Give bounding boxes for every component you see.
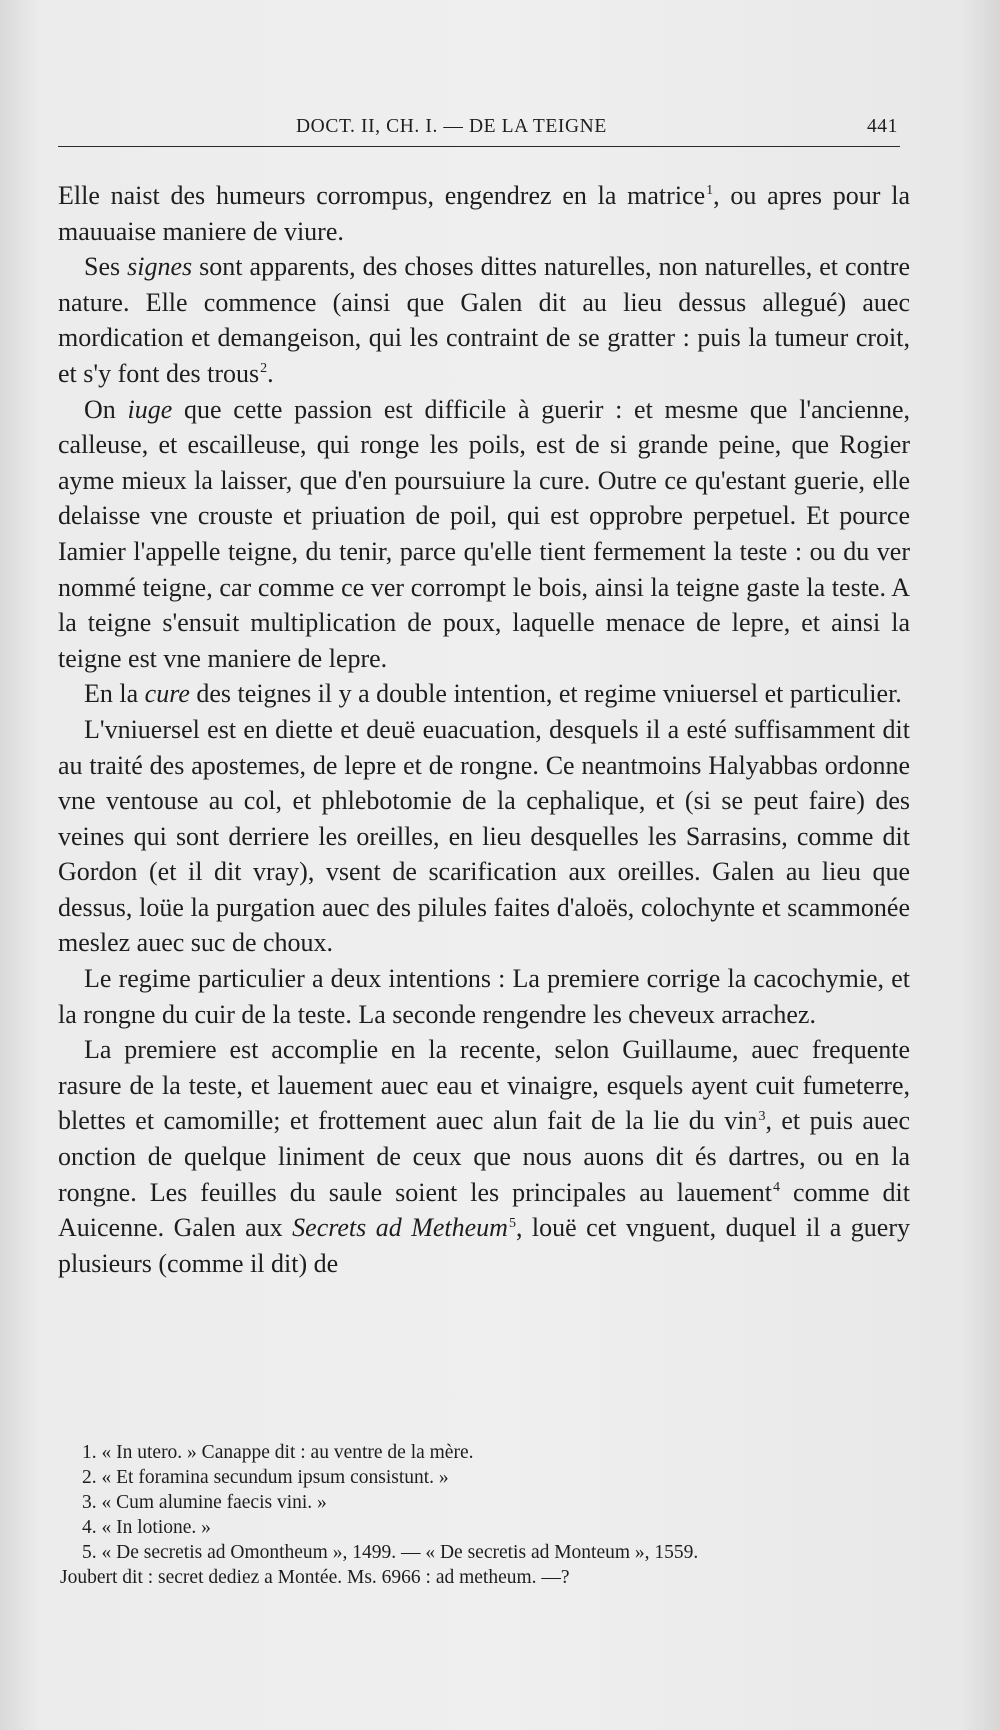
- footnote-2: 2. « Et foramina secundum ipsum consistunt. »: [82, 1467, 449, 1488]
- paragraph-1: [58, 178, 910, 249]
- footnote-3: 3. « Cum alumine faecis vini. »: [82, 1492, 327, 1513]
- running-header: [58, 110, 900, 147]
- paragraph-5: L'vniuersel est en diette et deuë euacuation, desquels il a esté suffisamment dit au traité des apostemes, de lepre et de rongne. Ce neantmoins Halyabbas ordonne vne ventouse au col, et phlebotomie de la cephalique, et (si se peut faire) des veines qui sont derriere les oreilles, en lieu desquelles les Sarrasins, comme dit Gordon (et il dit vray), vsent de scarification aux oreilles. Galen au lieu que dessus, loüe la purgation auec des pilules faites d'aloës, colochynte et scammonée meslez auec suc de choux.: [58, 714, 910, 958]
- body-text: [58, 178, 910, 1281]
- text-run: , ou apres pour la mauuaise maniere de viure.: [58, 181, 910, 246]
- text-run: Ses: [84, 252, 128, 282]
- footnote-4: 4. « In lotione. »: [82, 1517, 211, 1538]
- text-run: que cette passion est difficile à guerir : et mesme que l'ancienne, calleuse, et escailleuse, qui ronge les poils, est de si grande peine, que Rogier ayme mieux la laisser, que d'en poursuiure la cure. Outre ce qu'estant guerie, elle delaisse vne crouste et priuation de poil, qui est opprobre perpetuel. Et pource Iamier l'appelle teigne, du tenir, parce qu'elle tient fermement la teste : ou du ver nommé teigne, car comme ce ver corrompt le bois, ainsi la teigne gaste la teste. A la teigne s'ensuit multiplication de poux, laquelle menace de lepre, et ainsi la teigne est vne maniere de lepre.: [58, 394, 910, 673]
- italic-term-cure: cure: [144, 679, 190, 709]
- paragraph-4: [58, 676, 910, 712]
- footnote-ref-3: 3: [758, 1108, 766, 1124]
- paragraph-2: [58, 249, 910, 391]
- footnote-ref-4: 4: [773, 1179, 781, 1195]
- text-run: comme dit Auicenne. Galen aux: [58, 1177, 910, 1243]
- footnote-ref-5: 5: [508, 1215, 516, 1231]
- text-run: La premiere est accomplie en la recente, selon Guillaume, auec frequente rasure de la teste, et lauement auec eau et vinaigre, esquels ayent cuit fumeterre, blettes et camomille; et frottement auec alun fait de la lie du vin: [58, 1035, 910, 1136]
- footnote-5-continuation: Joubert dit : secret dediez a Montée. Ms. 6966 : ad metheum. —?: [60, 1567, 570, 1588]
- paragraph-7: [58, 1032, 910, 1281]
- text-run: .: [267, 358, 274, 388]
- paragraph-3: [58, 392, 910, 677]
- text-run: , et puis auec onction de quelque liniment de ceux que nous auons dit és dartres, ou en la rongne. Les feuilles du saule soient les principales au lauement: [58, 1106, 910, 1207]
- italic-title-secrets: Secrets ad Metheum: [292, 1213, 508, 1243]
- page-number: 441: [866, 116, 898, 137]
- text-run: On: [84, 394, 128, 424]
- footnote-ref-2: 2: [260, 361, 268, 377]
- footnote-ref-1: 1: [706, 183, 714, 199]
- footnote-1: 1. « In utero. » Canappe dit : au ventre de la mère.: [82, 1442, 474, 1463]
- italic-term-signes: signes: [127, 252, 193, 282]
- paragraph-6: Le regime particulier a deux intentions : La premiere corrige la cacochymie, et la rongne du cuir de la teste. La seconde rengendre les cheveux arrachez.: [58, 964, 910, 1029]
- text-run: En la: [84, 679, 145, 709]
- running-title: DOCT. II, CH. I. — DE LA TEIGNE: [296, 116, 607, 137]
- footnotes: [60, 1440, 908, 1590]
- footnote-5: 5. « De secretis ad Omontheum », 1499. — « De secretis ad Monteum », 1559.: [82, 1542, 699, 1563]
- text-run: sont apparents, des choses dittes naturelles, non naturelles, et contre nature. Elle commence (ainsi que Galen dit au lieu dessus allegué) auec mordication et demangeison, qui les contraint de se gratter : puis la tumeur croit, et s'y font des trous: [58, 252, 910, 388]
- text-run: , louë cet vnguent, duquel il a guery plusieurs (comme il dit) de: [58, 1213, 911, 1278]
- italic-term-iuge: iuge: [127, 394, 173, 424]
- text-run: des teignes il y a double intention, et regime vniuersel et particulier.: [189, 679, 902, 709]
- text-run: Elle naist des humeurs corrompus, engendrez en la matrice: [58, 181, 706, 210]
